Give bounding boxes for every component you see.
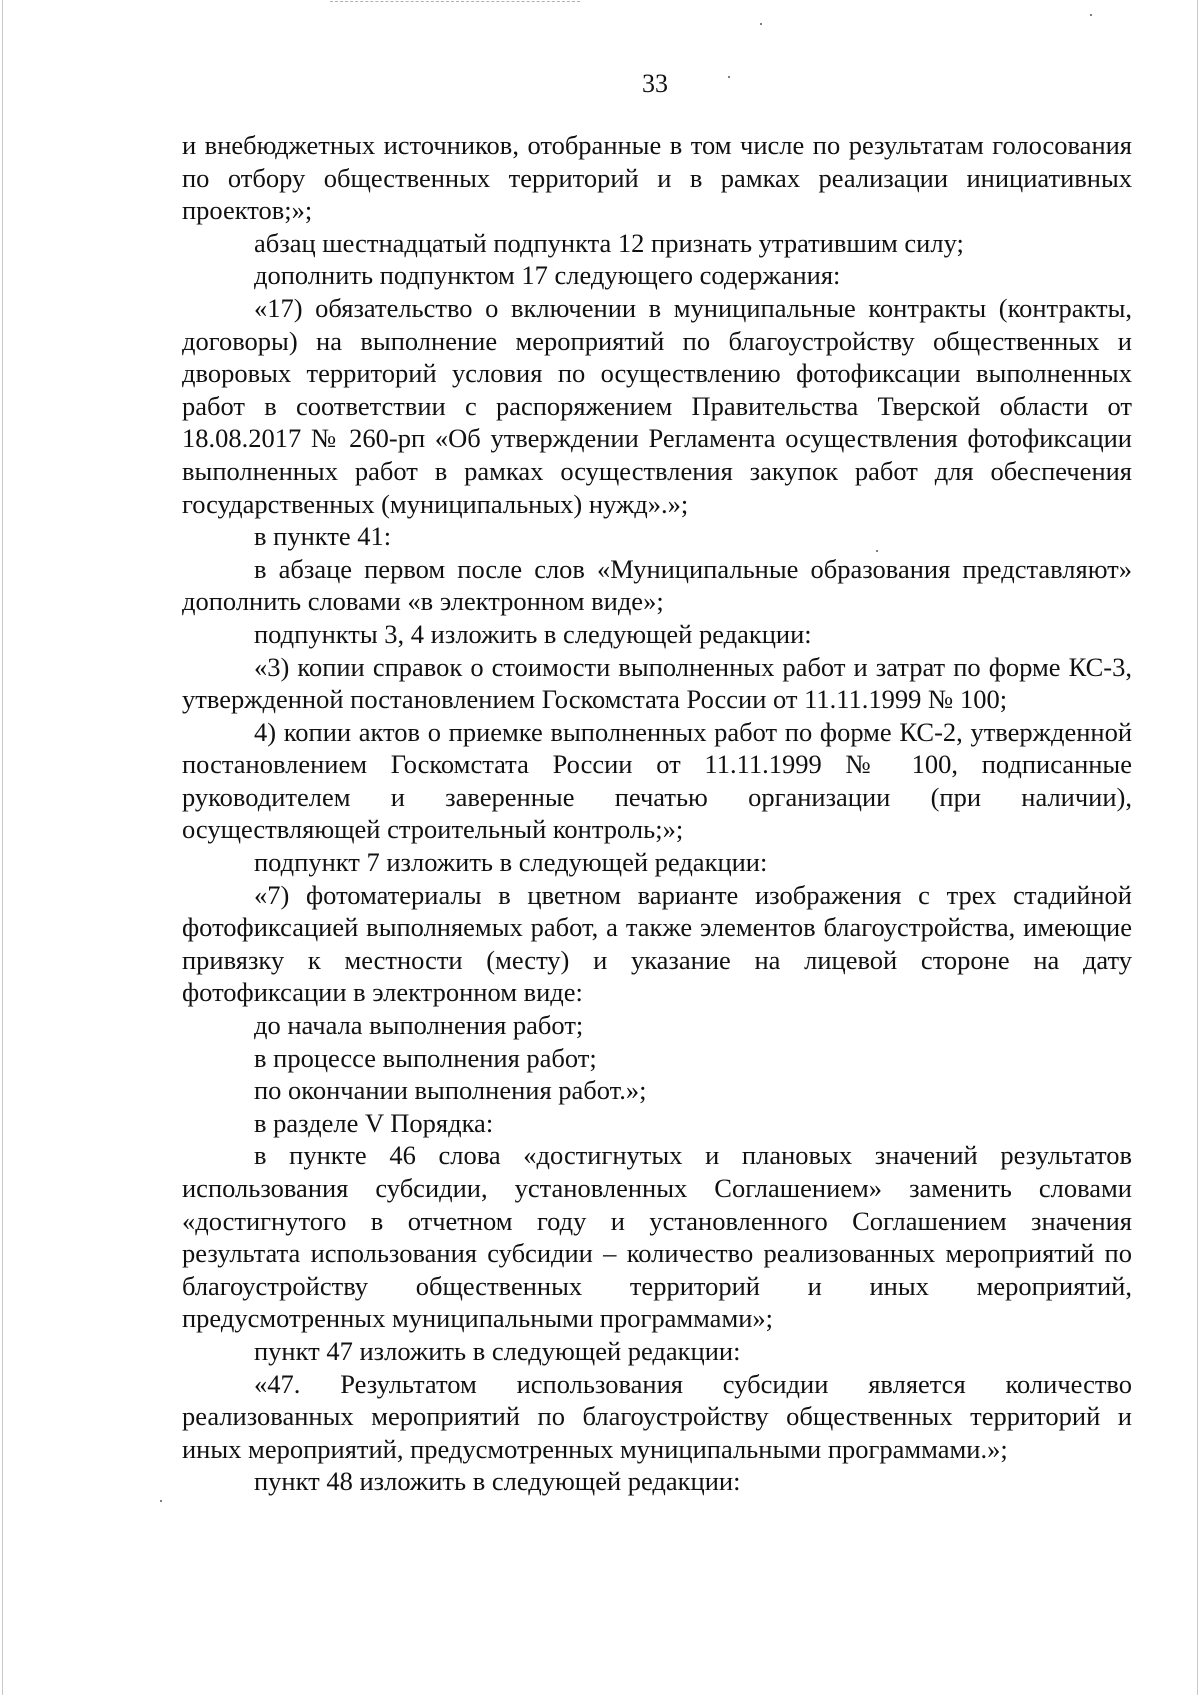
paragraph: в процессе выполнения работ; xyxy=(254,1042,597,1073)
paragraph: в абзаце первом после слов «Муниципальные образования представляют» дополнить словами «в электронном виде»; xyxy=(182,553,1132,617)
paragraph: до начала выполнения работ; xyxy=(254,1010,584,1041)
paragraph: «47. Результатом использования субсидии является количество реализованных мероприятий по благоустройству общественных территорий и иных мероприятий, предусмотренных муниципальными программами.»; xyxy=(182,1368,1132,1464)
paragraph: пункт 47 изложить в следующей редакции: xyxy=(254,1335,741,1366)
paragraph: подпункт 7 изложить в следующей редакции: xyxy=(254,847,768,878)
paragraph: и внебюджетных источников, отобранные в том числе по результатам голосования по отбору общественных территорий и в рамках реализации инициативных проектов;»; xyxy=(182,130,1132,226)
paragraph: пункт 48 изложить в следующей редакции: xyxy=(254,1466,741,1497)
scan-speck xyxy=(760,23,762,25)
paragraph: абзац шестнадцатый подпункта 12 признать утратившим силу; xyxy=(254,227,964,258)
paragraph: в разделе V Порядка: xyxy=(254,1107,494,1138)
paragraph: «7) фотоматериалы в цветном варианте изображения с трех стадийной фотофиксацией выполняемых работ, а также элементов благоустройства, имеющие привязку к местности (месту) и указание на лицевой стороне на дату фотофиксации в электронном виде: xyxy=(182,879,1132,1008)
scan-left-edge xyxy=(2,0,3,1695)
scan-top-edge xyxy=(330,1,580,3)
paragraph: в пункте 46 слова «достигнутых и плановых значений результатов использования субсидии, установленных Соглашением» заменить словами «достигнутого в отчетном году и установленного Соглашением значения результата использования субсидии – количество реализованных мероприятий по благоустройству общественных территорий и иных мероприятий, предусмотренных муниципальными программами»; xyxy=(182,1140,1132,1334)
document-body xyxy=(182,129,1132,1498)
scan-speck xyxy=(160,1500,162,1502)
paragraph: 4) копии актов о приемке выполненных работ по форме КС-2, утвержденной постановлением Госкомстата России от 11.11.1999 № 100, подписанные руководителем и заверенные печатью организации (при наличии), осуществляющей строительный контроль;»; xyxy=(182,716,1132,845)
paragraph: подпункты 3, 4 изложить в следующей редакции: xyxy=(254,618,812,649)
page-number: 33 xyxy=(642,69,668,98)
paragraph: дополнить подпунктом 17 следующего содержания: xyxy=(254,260,841,291)
paragraph: «17) обязательство о включении в муниципальные контракты (контракты, договоры) на выполнение мероприятий по благоустройству общественных и дворовых территорий условия по осуществлению фотофиксации выполненных работ в соответствии с распоряжением Правительства Тверской области от 18.08.2017 № 260-рп «Об утверждении Регламента осуществления фотофиксации выполненных работ в рамках осуществления закупок работ для обеспечения государственных (муниципальных) нужд».»; xyxy=(182,292,1132,519)
paragraph: «3) копии справок о стоимости выполненных работ и затрат по форме КС-3, утвержденной постановлением Госкомстата России от 11.11.1999 № 100; xyxy=(182,651,1132,715)
paragraph: по окончании выполнения работ.»; xyxy=(254,1075,647,1106)
paragraph: в пункте 41: xyxy=(254,521,392,552)
scan-right-edge xyxy=(1197,0,1198,1695)
scan-speck xyxy=(1090,14,1092,16)
